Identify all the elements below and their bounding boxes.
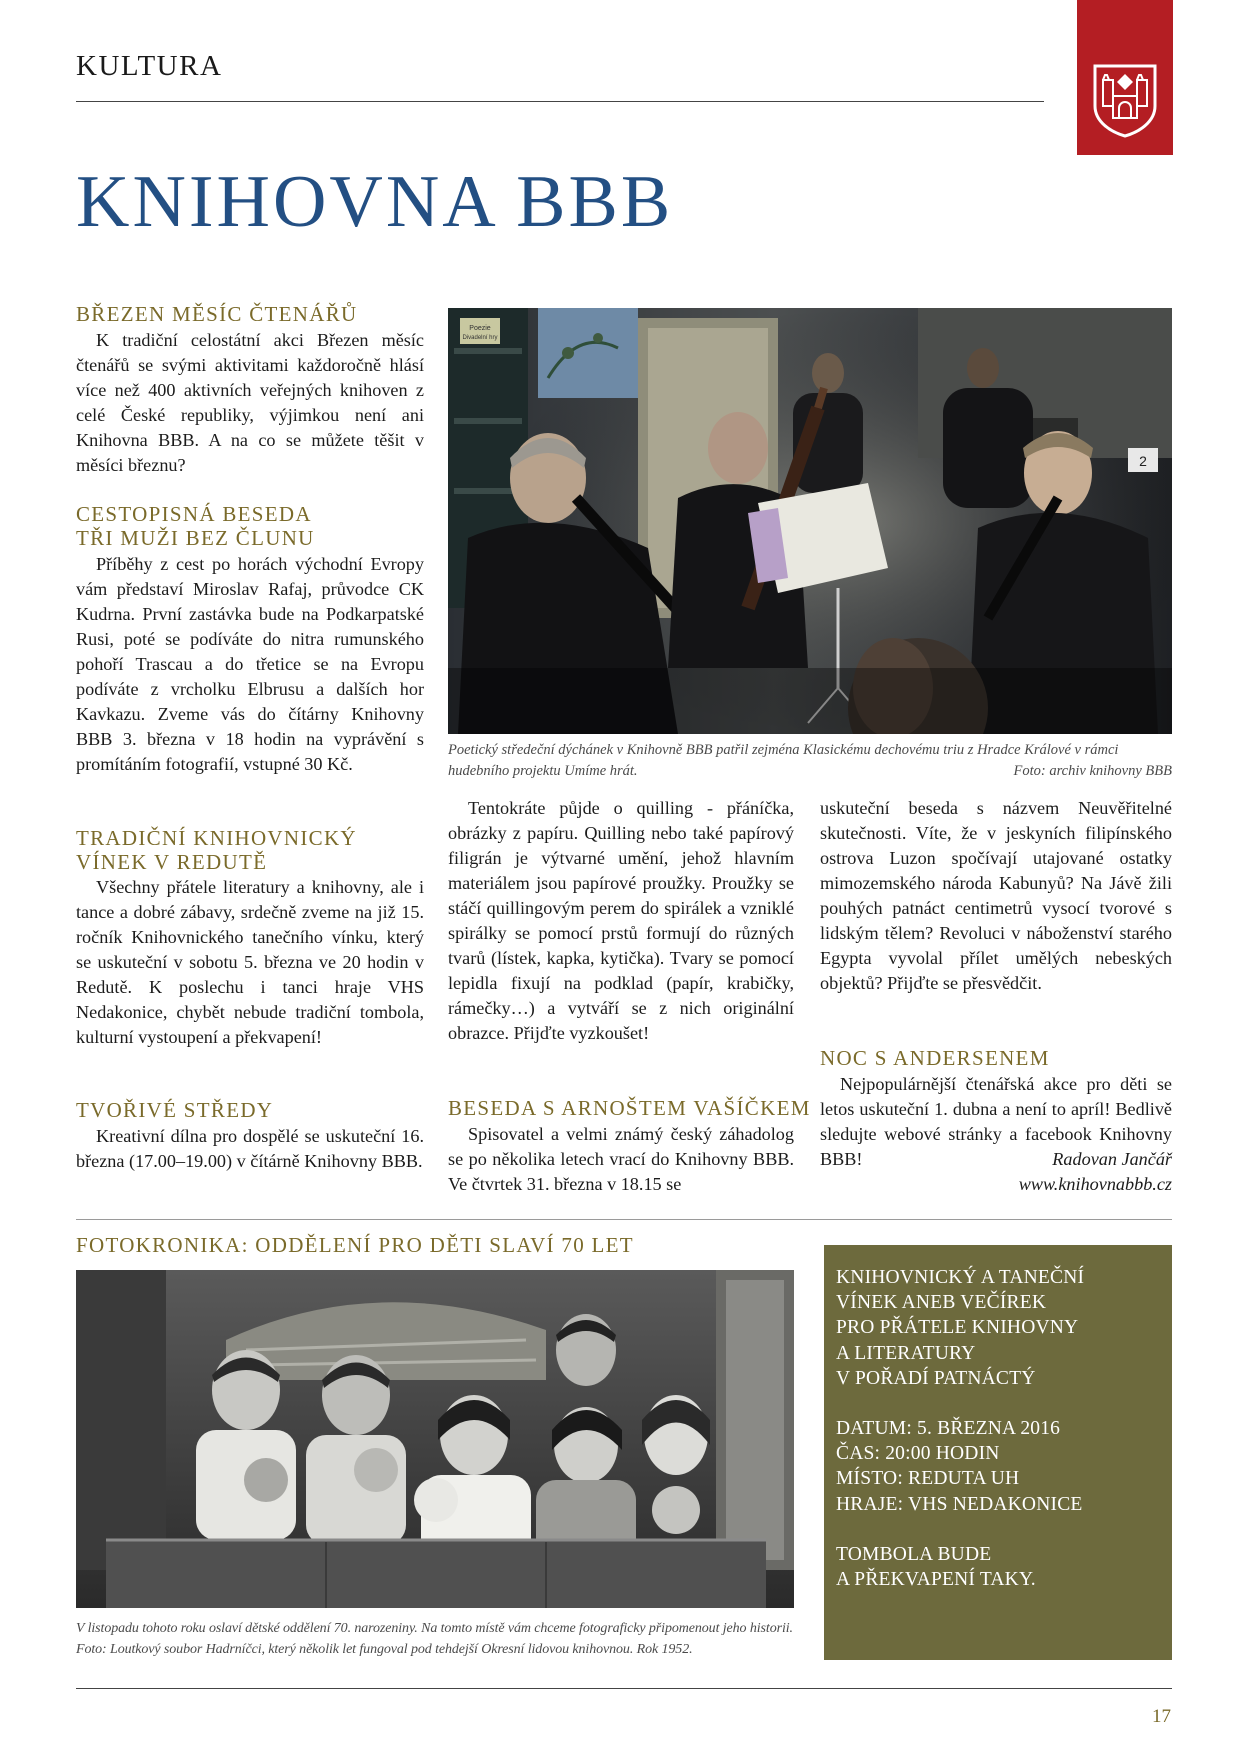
- heading-vinek: [76, 826, 416, 874]
- infobox-line: A PŘEKVAPENÍ TAKY.: [836, 1569, 1036, 1591]
- infobox-band: HRAJE: VHS NEDAKONICE: [836, 1493, 1083, 1515]
- text-andersen: [820, 1072, 1172, 1197]
- heading-brezen: BŘEZEN MĚSÍC ČTENÁŘŮ: [76, 302, 358, 326]
- text-beseda: Příběhy z cest po horách východní Evropy vám představí Miroslav Rafaj, průvodce CK Kudrna. První zastávka bude na Podkarpatské Rusi, poté se podíváte do nitra rumunského pohoří Trascau a do třetice se na Evropu podíváte z vrcholku Elbrusu a dalších hor Kavkazu. Zveme vás do čítárny Knihovny BBB 3. března v 18 hodin na vyprávění s promítáním fotografií, vstupné 30 Kč.: [76, 554, 424, 774]
- heading-beseda-line1: CESTOPISNÁ BESEDA: [76, 502, 312, 526]
- page-title: KNIHOVNA BBB: [76, 161, 674, 243]
- photo-concert: [448, 308, 1172, 734]
- infobox-time: ČAS: 20:00 HODIN: [836, 1443, 1000, 1465]
- heading-andersen: NOC S ANDERSENEM: [820, 1046, 1050, 1070]
- fotokronika-caption: V listopadu tohoto roku oslaví dětské oddělení 70. narozeniny. Na tomto místě vám chceme fotograficky připomenout jeho historii. Foto: Loutkový soubor Hadrníčci, který několik let fungoval pod tehdejší Okresní lidovou knihovnou. Rok 1952.: [76, 1621, 793, 1657]
- town-crest-icon: [1091, 62, 1159, 138]
- text-stredy: Kreativní dílna pro dospělé se uskuteční 16. března (17.00–19.00) v čítárně Knihovny BBB.: [76, 1126, 424, 1171]
- poster-text-2: Divadelní hry: [462, 335, 498, 341]
- infobox-line: PRO PŘÁTELE KNIHOVNY: [836, 1317, 1079, 1339]
- infobox-line: VÍNEK ANEB VEČÍREK: [836, 1292, 1047, 1314]
- poster-text-1: Poezie: [469, 325, 491, 332]
- event-infobox: [824, 1245, 1172, 1660]
- text-vasicek-cont: uskuteční beseda s názvem Neuvěřitelné skutečnosti. Víte, že v jeskyních filipínského ostrova Luzon spočívají utajované ostatky mimozemského národa Kabunyů? Na Jávě žili pouhých patnáct centimetrů vysocí tvorové s lidským tělem? Revoluci v náboženství starého Egypta vyvolal přílet umělých nebeských objektů? Přijďte se přesvědčit.: [820, 798, 1172, 993]
- section-divider: [76, 1219, 1172, 1220]
- heading-beseda: [76, 502, 416, 550]
- heading-fotokronika: FOTOKRONIKA: ODDĚLENÍ PRO DĚTI SLAVÍ 70 LET: [76, 1233, 634, 1257]
- website-link[interactable]: www.knihovnabbb.cz: [1018, 1174, 1172, 1194]
- photo-concert-caption: [448, 740, 1172, 782]
- infobox-place: MÍSTO: REDUTA UH: [836, 1468, 1020, 1490]
- text-brezen: K tradiční celostátní akci Březen měsíc čtenářů se svými aktivitami každoročně hlásí více než 400 aktivních veřejných knihoven z celé České republiky, výjimkou není ani Knihovna BBB. A na co se můžete těšit v měsíci březnu?: [76, 330, 424, 475]
- emblem-tab: [1077, 0, 1173, 155]
- heading-beseda-line2: TŘI MUŽI BEZ ČLUNU: [76, 526, 315, 550]
- photo-puppet-theatre: [76, 1270, 794, 1608]
- infobox-line: KNIHOVNICKÝ A TANEČNÍ: [836, 1267, 1085, 1288]
- section-label: KULTURA: [76, 50, 223, 82]
- heading-vasicek: BESEDA S ARNOŠTEM VAŠÍČKEM: [448, 1096, 811, 1120]
- heading-vinek-line1: TRADIČNÍ KNIHOVNICKÝ: [76, 826, 357, 850]
- text-vinek: Všechny přátele literatury a knihovny, ale i tance a dobré zábavy, srdečně zveme na již 15. ročník Knihovnického tanečního vínku, který se uskuteční v sobotu 5. března ve 20 hodin v Redutě. K poslechu i tanci hraje VHS Nedakonice, chybět nebude tradiční tombola, kulturní vystoupení a překvapení!: [76, 877, 424, 1047]
- footer-divider: [76, 1688, 1172, 1689]
- text-quilling: Tentokráte půjde o quilling - přáníčka, obrázky z papíru. Quilling nebo také papírový filigrán je výtvarné umění, jehož hlavním materiálem jsou papírové proužky. Proužky se stáčí quillingovým perem do spirálek a vzniklé spirálky se pomocí prstů formují do různých tvarů (lístek, kapka, kytička). Tvary se pomocí lepidla fixují na podklad (papír, krabičky, rámečky…) a vytváří se z nich originální obrazce. Přijďte vyzkoušet!: [448, 798, 794, 1043]
- infobox-line: TOMBOLA BUDE: [836, 1543, 992, 1565]
- header-divider: [76, 101, 1044, 102]
- infobox-line: V POŘADÍ PATNÁCTÝ: [836, 1367, 1036, 1389]
- infobox-line: A LITERATURY: [836, 1342, 976, 1364]
- text-andersen-body: Nejpopulárnější čtenářská akce pro děti se letos uskuteční 1. dubna a není to apríl! Bedlivě sledujte webové stránky a facebook Knihovny BBB!: [820, 1074, 1172, 1169]
- photo-concert-credit: Foto: archiv knihovny BBB: [1013, 763, 1172, 779]
- page-number: 17: [1152, 1706, 1171, 1727]
- heading-vinek-line2: VÍNEK V REDUTĚ: [76, 850, 268, 874]
- author-name: Radovan Jančář: [1052, 1149, 1172, 1169]
- heading-stredy: TVOŘIVÉ STŘEDY: [76, 1098, 274, 1122]
- text-vasicek: Spisovatel a velmi známý český záhadolog se po několika letech vrací do Knihovny BBB. Ve čtvrtek 31. března v 18.15 se: [448, 1124, 794, 1194]
- photo-concert-caption-text: Poetický středeční dýchánek v Knihovně BBB patřil zejména Klasickému dechovému triu z Hradce Králové v rámci hudebního projektu Umíme hrát.: [448, 742, 1119, 779]
- infobox-date: DATUM: 5. BŘEZNA 2016: [836, 1418, 1061, 1440]
- stand-number: 2: [1139, 453, 1147, 469]
